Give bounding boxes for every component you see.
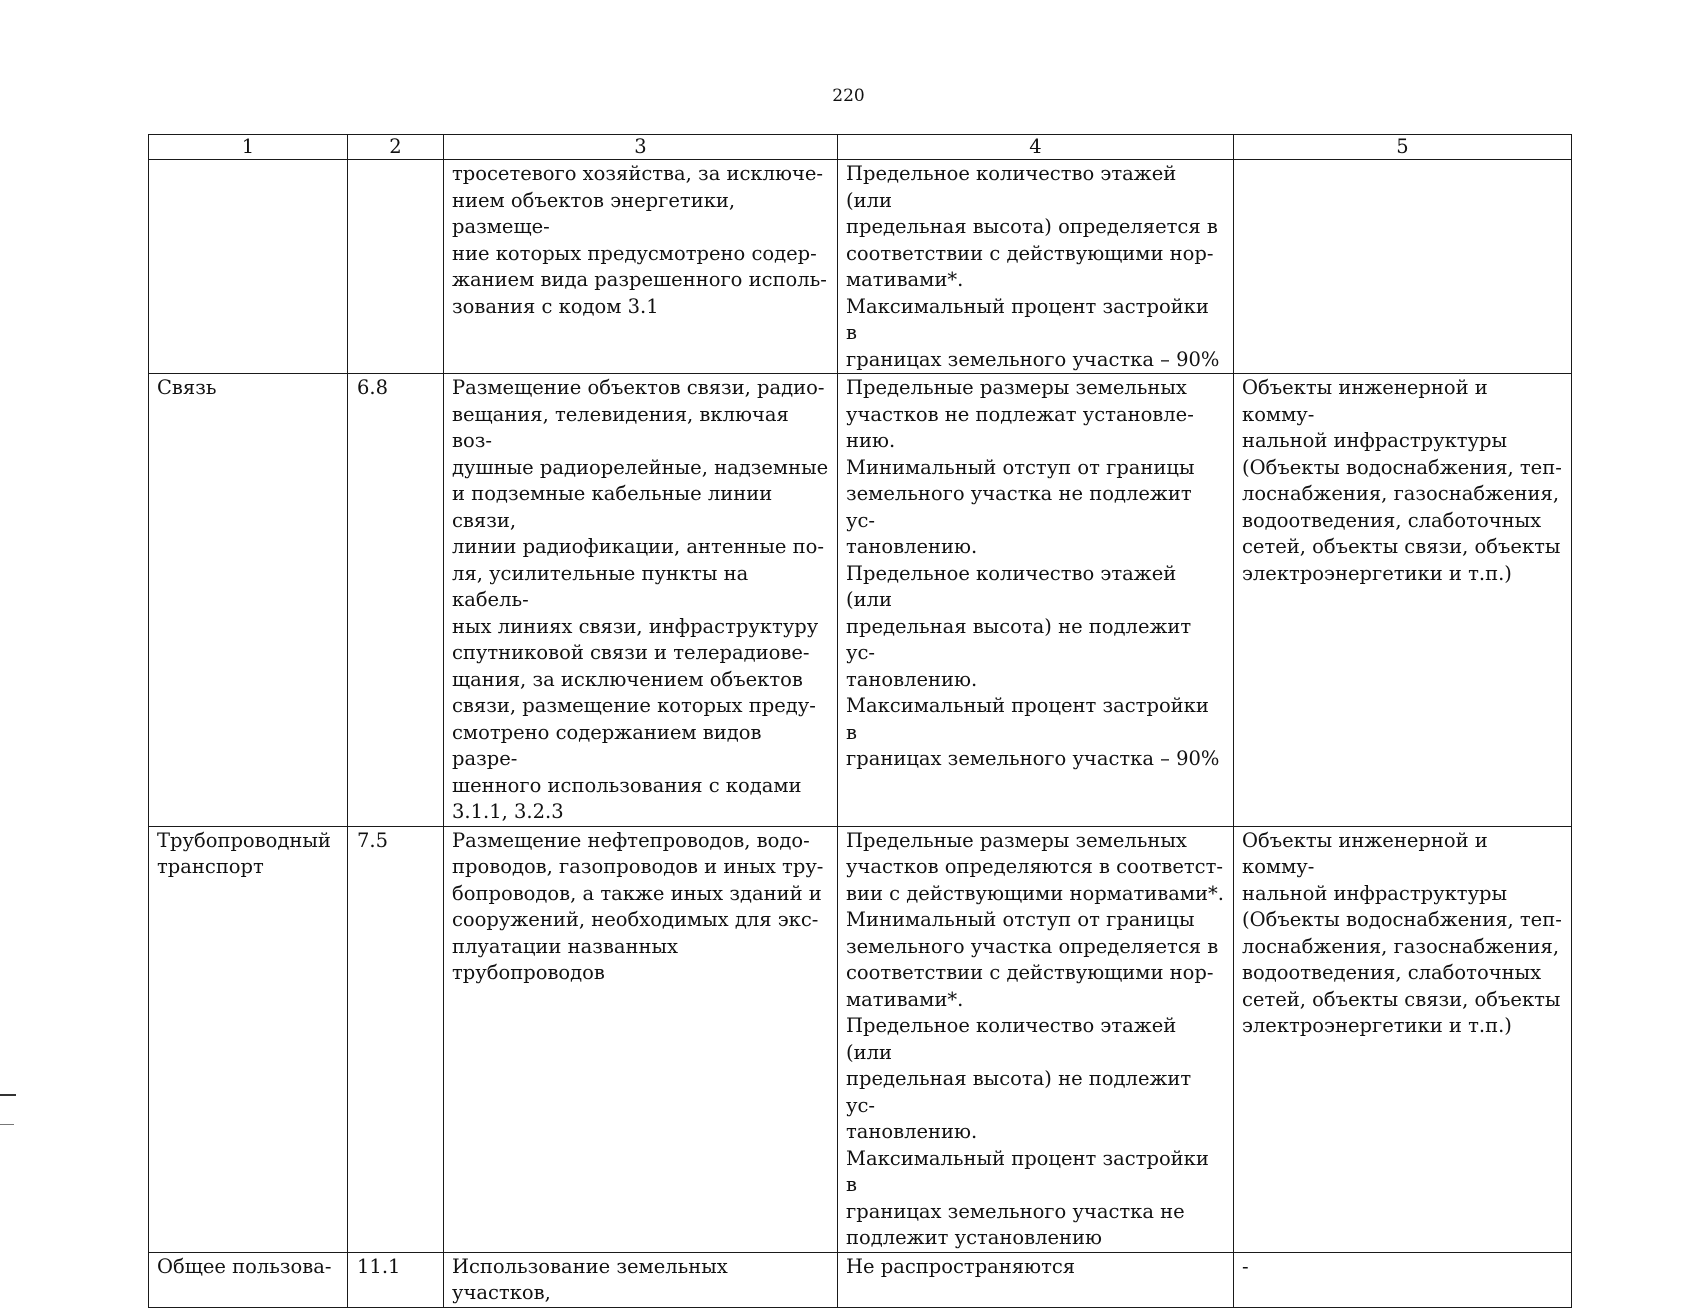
header-col-3: 3 — [444, 135, 838, 160]
table-row — [149, 1252, 1572, 1307]
table-header-row — [149, 135, 1572, 160]
header-col-5: 5 — [1234, 135, 1572, 160]
land-use-table — [148, 134, 1572, 1308]
table-row — [149, 826, 1572, 1252]
table-row — [149, 160, 1572, 374]
cell-parameters: Не распространяются — [838, 1252, 1234, 1307]
cell-name: Связь — [149, 374, 348, 827]
cell-code — [348, 160, 444, 374]
cell-name — [149, 160, 348, 374]
cell-auxiliary — [1234, 160, 1572, 374]
cell-description: Размещение объектов связи, радио- вещания, телевидения, включая воз- душные радиорелейные, надземные и подземные кабельные линии связи, линии радиофикации, антенные по- ля, усилительные пункты на кабель- ных линиях связи, инфраструктуру спутниковой связи и телерадиове- щания, за исключением объектов связи, размещение которых преду- смотрено содержанием видов разре- шенного использования с кодами 3.1.1, 3.2.3 — [444, 374, 838, 827]
cell-code: 6.8 — [348, 374, 444, 827]
margin-mark — [0, 1124, 14, 1125]
cell-code: 11.1 — [348, 1252, 444, 1307]
cell-description: Размещение нефтепроводов, водо- проводов, газопроводов и иных тру- бопроводов, а также иных зданий и сооружений, необходимых для экс- плуатации названных трубопроводов — [444, 826, 838, 1252]
header-col-2: 2 — [348, 135, 444, 160]
header-col-1: 1 — [149, 135, 348, 160]
margin-mark — [0, 1094, 16, 1096]
page-number: 220 — [832, 86, 865, 106]
cell-auxiliary: - — [1234, 1252, 1572, 1307]
cell-code: 7.5 — [348, 826, 444, 1252]
cell-auxiliary: Объекты инженерной и комму- нальной инфраструктуры (Объекты водоснабжения, теп- лоснабжения, газоснабжения, водоотведения, слаботочных сетей, объекты связи, объекты электроэнергетики и т.п.) — [1234, 826, 1572, 1252]
cell-name: Трубопроводный транспорт — [149, 826, 348, 1252]
cell-auxiliary: Объекты инженерной и комму- нальной инфраструктуры (Объекты водоснабжения, теп- лоснабжения, газоснабжения, водоотведения, слаботочных сетей, объекты связи, объекты электроэнергетики и т.п.) — [1234, 374, 1572, 827]
cell-description: тросетевого хозяйства, за исключе- нием объектов энергетики, размеще- ние которых предусмотрено содер- жанием вида разрешенного исполь- зования с кодом 3.1 — [444, 160, 838, 374]
cell-parameters: Предельные размеры земельных участков не подлежат установле- нию. Минимальный отступ от границы земельного участка не подлежит ус- тановлению. Предельное количество этажей (или предельная высота) не подлежит ус- тановлению. Максимальный процент застройки в границах земельного участка – 90% — [838, 374, 1234, 827]
cell-parameters: Предельные размеры земельных участков определяются в соответст- вии с действующими нормативами*. Минимальный отступ от границы земельного участка определяется в соответствии с действующими нор- мативами*. Предельное количество этажей (или предельная высота) не подлежит ус- тановлению. Максимальный процент застройки в границах земельного участка не подлежит установлению — [838, 826, 1234, 1252]
table-row — [149, 374, 1572, 827]
cell-parameters: Предельное количество этажей (или предельная высота) определяется в соответствии с действующими нор- мативами*. Максимальный процент застройки в границах земельного участка – 90% — [838, 160, 1234, 374]
cell-description: Использование земельных участков, — [444, 1252, 838, 1307]
header-col-4: 4 — [838, 135, 1234, 160]
cell-name: Общее пользова- — [149, 1252, 348, 1307]
